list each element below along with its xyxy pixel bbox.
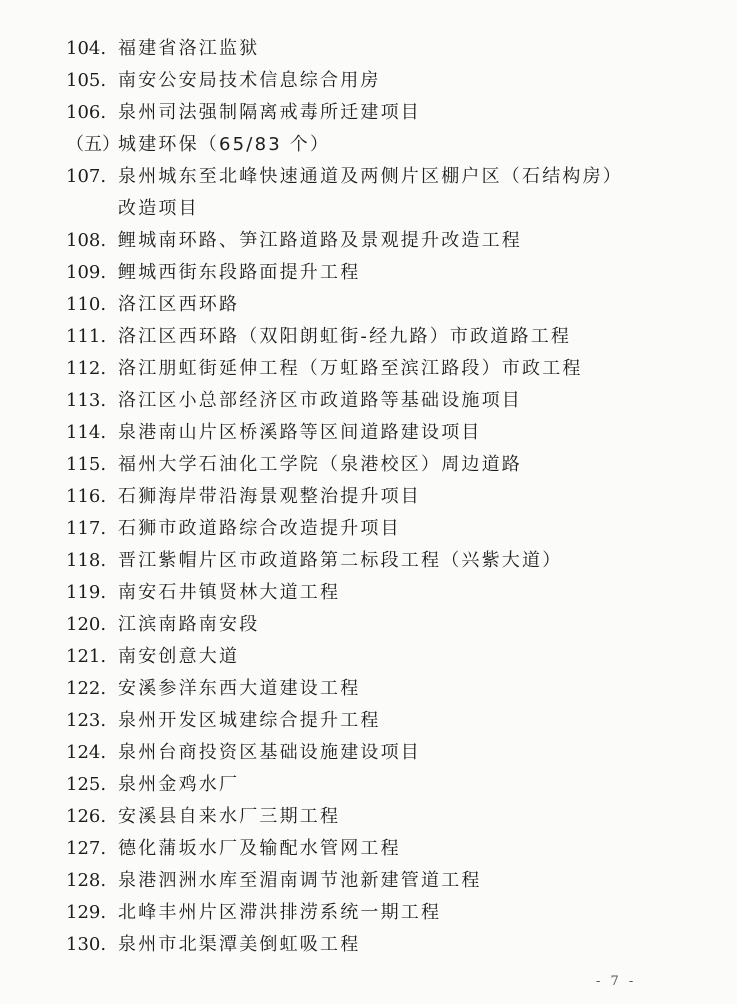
item-text: 石狮海岸带沿海景观整治提升项目 bbox=[118, 486, 421, 507]
item-number: 115. bbox=[66, 454, 107, 475]
list-item bbox=[66, 449, 706, 481]
list-item bbox=[66, 865, 706, 897]
list-item bbox=[66, 641, 706, 673]
item-text: 泉州司法强制隔离戒毒所迁建项目 bbox=[118, 102, 421, 123]
item-text: 北峰丰州片区滞洪排涝系统一期工程 bbox=[118, 902, 442, 923]
item-number: 130. bbox=[66, 934, 107, 955]
list-item bbox=[66, 609, 706, 641]
item-number: 105. bbox=[66, 70, 107, 91]
item-text: 洛江朋虹街延伸工程（万虹路至滨江路段）市政工程 bbox=[118, 358, 583, 379]
list-item bbox=[66, 481, 706, 513]
item-text: 泉州开发区城建综合提升工程 bbox=[118, 710, 381, 731]
list-item bbox=[66, 161, 706, 225]
item-text: 鲤城西街东段路面提升工程 bbox=[118, 262, 361, 283]
item-number: 110. bbox=[66, 294, 107, 315]
list-item bbox=[66, 673, 706, 705]
item-number: 120. bbox=[66, 614, 107, 635]
item-number: 113. bbox=[66, 390, 107, 411]
list-item bbox=[66, 129, 706, 161]
item-text-continuation: 改造项目 bbox=[118, 198, 199, 219]
item-text: 洛江区小总部经济区市政道路等基础设施项目 bbox=[118, 390, 522, 411]
item-number: 129. bbox=[66, 902, 107, 923]
item-text: 泉港泗洲水库至湄南调节池新建管道工程 bbox=[118, 870, 482, 891]
list-item bbox=[66, 577, 706, 609]
list-item bbox=[66, 769, 706, 801]
item-number: 124. bbox=[66, 742, 107, 763]
list-item bbox=[66, 897, 706, 929]
item-number: 108. bbox=[66, 230, 107, 251]
item-number: 122. bbox=[66, 678, 107, 699]
item-text: 洛江区西环路（双阳朗虹街-经九路）市政道路工程 bbox=[118, 326, 572, 347]
item-text: 泉州城东至北峰快速通道及两侧片区棚户区（石结构房） bbox=[118, 166, 623, 187]
item-number: 116. bbox=[66, 486, 107, 507]
list-item bbox=[66, 225, 706, 257]
list-item bbox=[66, 289, 706, 321]
item-text: 泉港南山片区桥溪路等区间道路建设项目 bbox=[118, 422, 482, 443]
item-number: 126. bbox=[66, 806, 107, 827]
page-number: - 7 - bbox=[596, 974, 637, 989]
list-item bbox=[66, 545, 706, 577]
item-text: 城建环保（65/83 个） bbox=[118, 134, 331, 155]
item-number: 117. bbox=[66, 518, 107, 539]
item-text: 鲤城南环路、笋江路道路及景观提升改造工程 bbox=[118, 230, 522, 251]
item-number: 112. bbox=[66, 358, 107, 379]
list-item bbox=[66, 929, 706, 961]
list-item bbox=[66, 257, 706, 289]
item-text: 安溪参洋东西大道建设工程 bbox=[118, 678, 361, 699]
item-number: 118. bbox=[66, 550, 107, 571]
item-text: 福建省洛江监狱 bbox=[118, 38, 260, 59]
item-number: （五） bbox=[66, 134, 120, 155]
item-number: 125. bbox=[66, 774, 107, 795]
item-number: 128. bbox=[66, 870, 107, 891]
item-number: 119. bbox=[66, 582, 107, 603]
item-number: 111. bbox=[66, 326, 107, 347]
list-item bbox=[66, 705, 706, 737]
item-text: 南安创意大道 bbox=[118, 646, 240, 667]
list-item bbox=[66, 833, 706, 865]
item-text: 洛江区西环路 bbox=[118, 294, 240, 315]
item-text: 石狮市政道路综合改造提升项目 bbox=[118, 518, 401, 539]
item-number: 127. bbox=[66, 838, 107, 859]
item-text: 泉州台商投资区基础设施建设项目 bbox=[118, 742, 421, 763]
item-text: 南安公安局技术信息综合用房 bbox=[118, 70, 381, 91]
list-item bbox=[66, 353, 706, 385]
item-text: 泉州金鸡水厂 bbox=[118, 774, 240, 795]
list-item bbox=[66, 97, 706, 129]
list-item bbox=[66, 65, 706, 97]
list-item bbox=[66, 385, 706, 417]
list-item bbox=[66, 513, 706, 545]
item-text: 江滨南路南安段 bbox=[118, 614, 260, 635]
item-number: 114. bbox=[66, 422, 107, 443]
item-number: 104. bbox=[66, 38, 107, 59]
list-item bbox=[66, 801, 706, 833]
list-item bbox=[66, 33, 706, 65]
project-list bbox=[66, 33, 706, 961]
item-text: 南安石井镇贤林大道工程 bbox=[118, 582, 341, 603]
item-number: 121. bbox=[66, 646, 107, 667]
item-text: 德化蒲坂水厂及输配水管网工程 bbox=[118, 838, 401, 859]
item-number: 109. bbox=[66, 262, 107, 283]
list-item bbox=[66, 737, 706, 769]
item-text: 安溪县自来水厂三期工程 bbox=[118, 806, 341, 827]
item-text: 福州大学石油化工学院（泉港校区）周边道路 bbox=[118, 454, 522, 475]
item-text: 晋江紫帽片区市政道路第二标段工程（兴紫大道） bbox=[118, 550, 563, 571]
list-item bbox=[66, 321, 706, 353]
item-number: 107. bbox=[66, 166, 107, 187]
item-number: 123. bbox=[66, 710, 107, 731]
item-number: 106. bbox=[66, 102, 107, 123]
list-item bbox=[66, 417, 706, 449]
item-text: 泉州市北渠潭美倒虹吸工程 bbox=[118, 934, 361, 955]
